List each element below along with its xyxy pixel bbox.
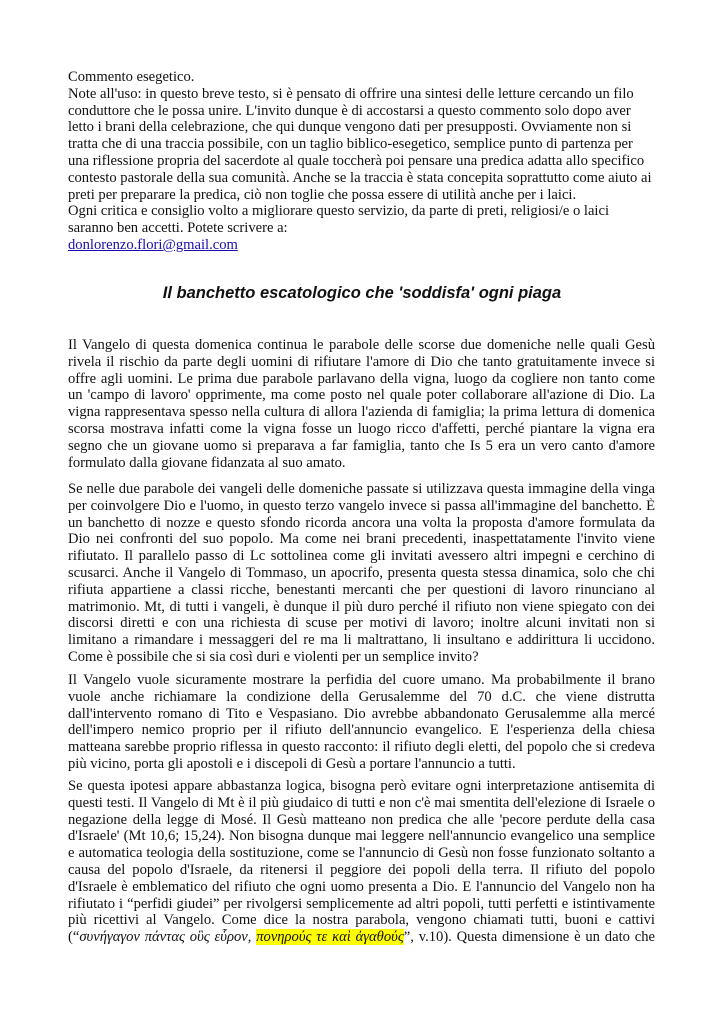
paragraph-line: questi testi. Il Vangelo di Mt è il più giudaico di tutti e non c'è mai smentita dell'elezione di Israele o [68, 794, 655, 811]
paragraph-4 [68, 778, 655, 946]
intro-line: conduttore che le possa unire. L'invito dunque è di accostarsi a questo commento solo dopo aver [68, 102, 631, 119]
paragraph-line: segno che un giovane uomo si preparava a far famiglia, tanto che Is 5 era un vero canto d'amore [68, 437, 655, 454]
paragraph-line: rifiuta appartiene a classi ricche, benestanti mercanti che per questioni di lavoro rinunciano al [68, 581, 655, 598]
paragraph-line: più ricettivi al Vangelo. Come dice la nostra parabola, vengono chiamati tutti, buoni e cattivi [68, 912, 655, 929]
email-link[interactable]: donlorenzo.flori@gmail.com [68, 236, 238, 253]
paragraph-line: Se questa ipotesi appare abbastanza logica, bisogna però evitare ogni interpretazione antisemita di [68, 778, 655, 794]
paragraph-line: dell'impero nemico proprio per il rifiuto dell'annuncio evangelico. E l'esperienza della chiesa [68, 722, 655, 739]
paragraph-line: un 'campo di lavoro' opprimente, ma come posto nel quale poter collaborare all'azione di Dio. La [68, 387, 655, 404]
paragraph-3 [68, 672, 655, 773]
paragraph-line: Dio nei confronti del suo popolo. Ma come nei brani precedenti, inaspettatamente l'invito viene [68, 531, 655, 548]
paragraph-line: rifiutato i “perfidi giudei” per rivolgersi semplicemente ad altri popoli, tutti perfetti e istintivamente [68, 895, 655, 912]
intro-line: Commento esegetico. [68, 69, 195, 85]
paragraph-line: matrimonio. Mt, di tutti i vangeli, è dunque il più duro perché il rifiuto non viene spiegato con dei [68, 598, 655, 615]
paragraph-line: Il Vangelo di questa domenica continua le parabole delle scorse due domeniche nelle quali Gesù [68, 337, 655, 353]
intro-line: Ogni critica e consiglio volto a migliorare questo servizio, da parte di preti, religiosi/e o laici [68, 203, 610, 220]
paragraph-line: discorsi diretti e con una richiesta di scuse per motivi di lavoro; inoltre alcuni invitati non si [68, 615, 655, 632]
paragraph-line: e automatica teologia della sostituzione, come se l'annuncio di Gesù non fosse funzionato soltanto a [68, 845, 655, 862]
intro-line: preti per preparare la predica, ciò non toglie che possa essere di utilità anche per i laici. [68, 186, 577, 203]
intro-note [68, 69, 655, 254]
intro-line: Note all'uso: in questo breve testo, si è pensato di offrire una sintesi delle letture cercando un filo [68, 85, 634, 102]
greek-quote: συνήγαγον πάντας οὓς εὗρον, [79, 929, 257, 946]
intro-line: una riflessione propria del sacerdote al quale toccherà poi pensare una predica adatta allo specifico [68, 152, 645, 169]
paragraph-line: un banchetto di nozze e questo sfondo ricorda ancora una volta la proposta d'amore formulata da [68, 514, 655, 531]
paragraph-line: più vicino, porta gli apostoli e i discepoli di Gesù a portare l'annuncio a tutti. [68, 755, 516, 772]
paragraph-1 [68, 337, 655, 471]
paragraph-2 [68, 481, 655, 666]
paragraph-line: scorsa mostrava infatti come la vigna fosse un luogo ricco d'affetti, perché piantare la vigna era [68, 420, 655, 437]
paragraph-line: rifiutato. Il parallelo passo di Lc sottolinea come gli invitati avessero altri impegni e cerchino di [68, 548, 655, 565]
paragraph-line: d'Israele è emblematico del rifiuto che ogni uomo presenta a Dio. E l'annuncio del Vangelo non ha [68, 878, 655, 895]
paragraph-line: matteana sarebbe proprio riflessa in questo racconto: il rifiuto degli eletti, del popolo che si credeva [68, 739, 655, 756]
paragraph-line: d'Israele' (Mt 10,6; 15,24). Non bisogna dunque mai leggere nell'annuncio evangelico una semplice [68, 828, 655, 845]
paragraph-line: vigna rappresentava spesso nella cultura di allora l'azienda di famiglia; la prima lettura di domenica [68, 404, 655, 421]
highlighted-greek-quote: πονηρούς τε καὶ ἀγαθούς [256, 929, 404, 946]
intro-line: saranno ben accetti. Potete scrivere a: [68, 220, 288, 237]
intro-line: letto i brani della celebrazione, che qui dunque vengono dati per presupposti. Ovviamente non si [68, 119, 632, 136]
paragraph-line: Se nelle due parabole dei vangeli delle domeniche passate si utilizzava questa immagine della vinga [68, 481, 655, 497]
paragraph-line: vuole anche richiamare la condizione della Gerusalemme del 70 d.C. che viene distrutta [68, 688, 655, 705]
paragraph-line: formulato dalla giovane fidanzata al suo amato. [68, 454, 346, 471]
page-title: Il banchetto escatologico che 'soddisfa' ogni piaga [162, 284, 562, 302]
quote-open: (“ [68, 929, 80, 946]
paragraph-line: scusarci. Anche il Vangelo di Tommaso, un apocrifo, presenta questa stessa dinamica, solo che chi [68, 564, 655, 581]
paragraph-line: dall'intervento romano di Tito e Vespasiano. Dio avrebbe abbandonato Gerusalemme alla mercé [68, 705, 655, 722]
paragraph-line: offre agli uomini. Le prima due parabole parlavano della vigna, luogo da cogliere non tanto come [68, 370, 655, 387]
intro-line: contesto pastorale della sua comunità. Anche se la traccia è stata concepita soprattutto come aiuto ai [68, 169, 652, 186]
paragraph-line: causa del popolo d'Israele, da ritenersi il peggiore dei popoli della terra. Il rifiuto del popolo [68, 861, 655, 878]
intro-line: tratta che di una traccia possibile, con un taglio biblico-esegetico, semplice punto di partenza per [68, 136, 633, 153]
paragraph-line: per coinvolgere Dio e l'uomo, in questo terzo vangelo invece si passa all'immagine del banchetto. È [68, 497, 655, 514]
paragraph-line: negazione della legge di Mosé. Il Gesù matteano non predica che alle 'pecore perdute della casa [68, 811, 655, 828]
quote-close: ”, v.10). Questa dimensione è un dato che [403, 929, 655, 946]
paragraph-line: Come è possibile che si sia così duri e violenti per un semplice invito? [68, 648, 479, 665]
paragraph-line: Il Vangelo vuole sicuramente mostrare la perfidia del cuore umano. Ma probabilmente il brano [68, 672, 655, 688]
paragraph-line: rivela il rischio da parte degli uomini di rifiutare l'amore di Dio che tanto gratuitamente invece si [68, 353, 655, 370]
greek-quote-line [68, 929, 655, 946]
paragraph-line: limitano a rimandare i messaggeri del re ma li maltrattano, li insultano e addirittura li uccidono. [68, 632, 655, 649]
